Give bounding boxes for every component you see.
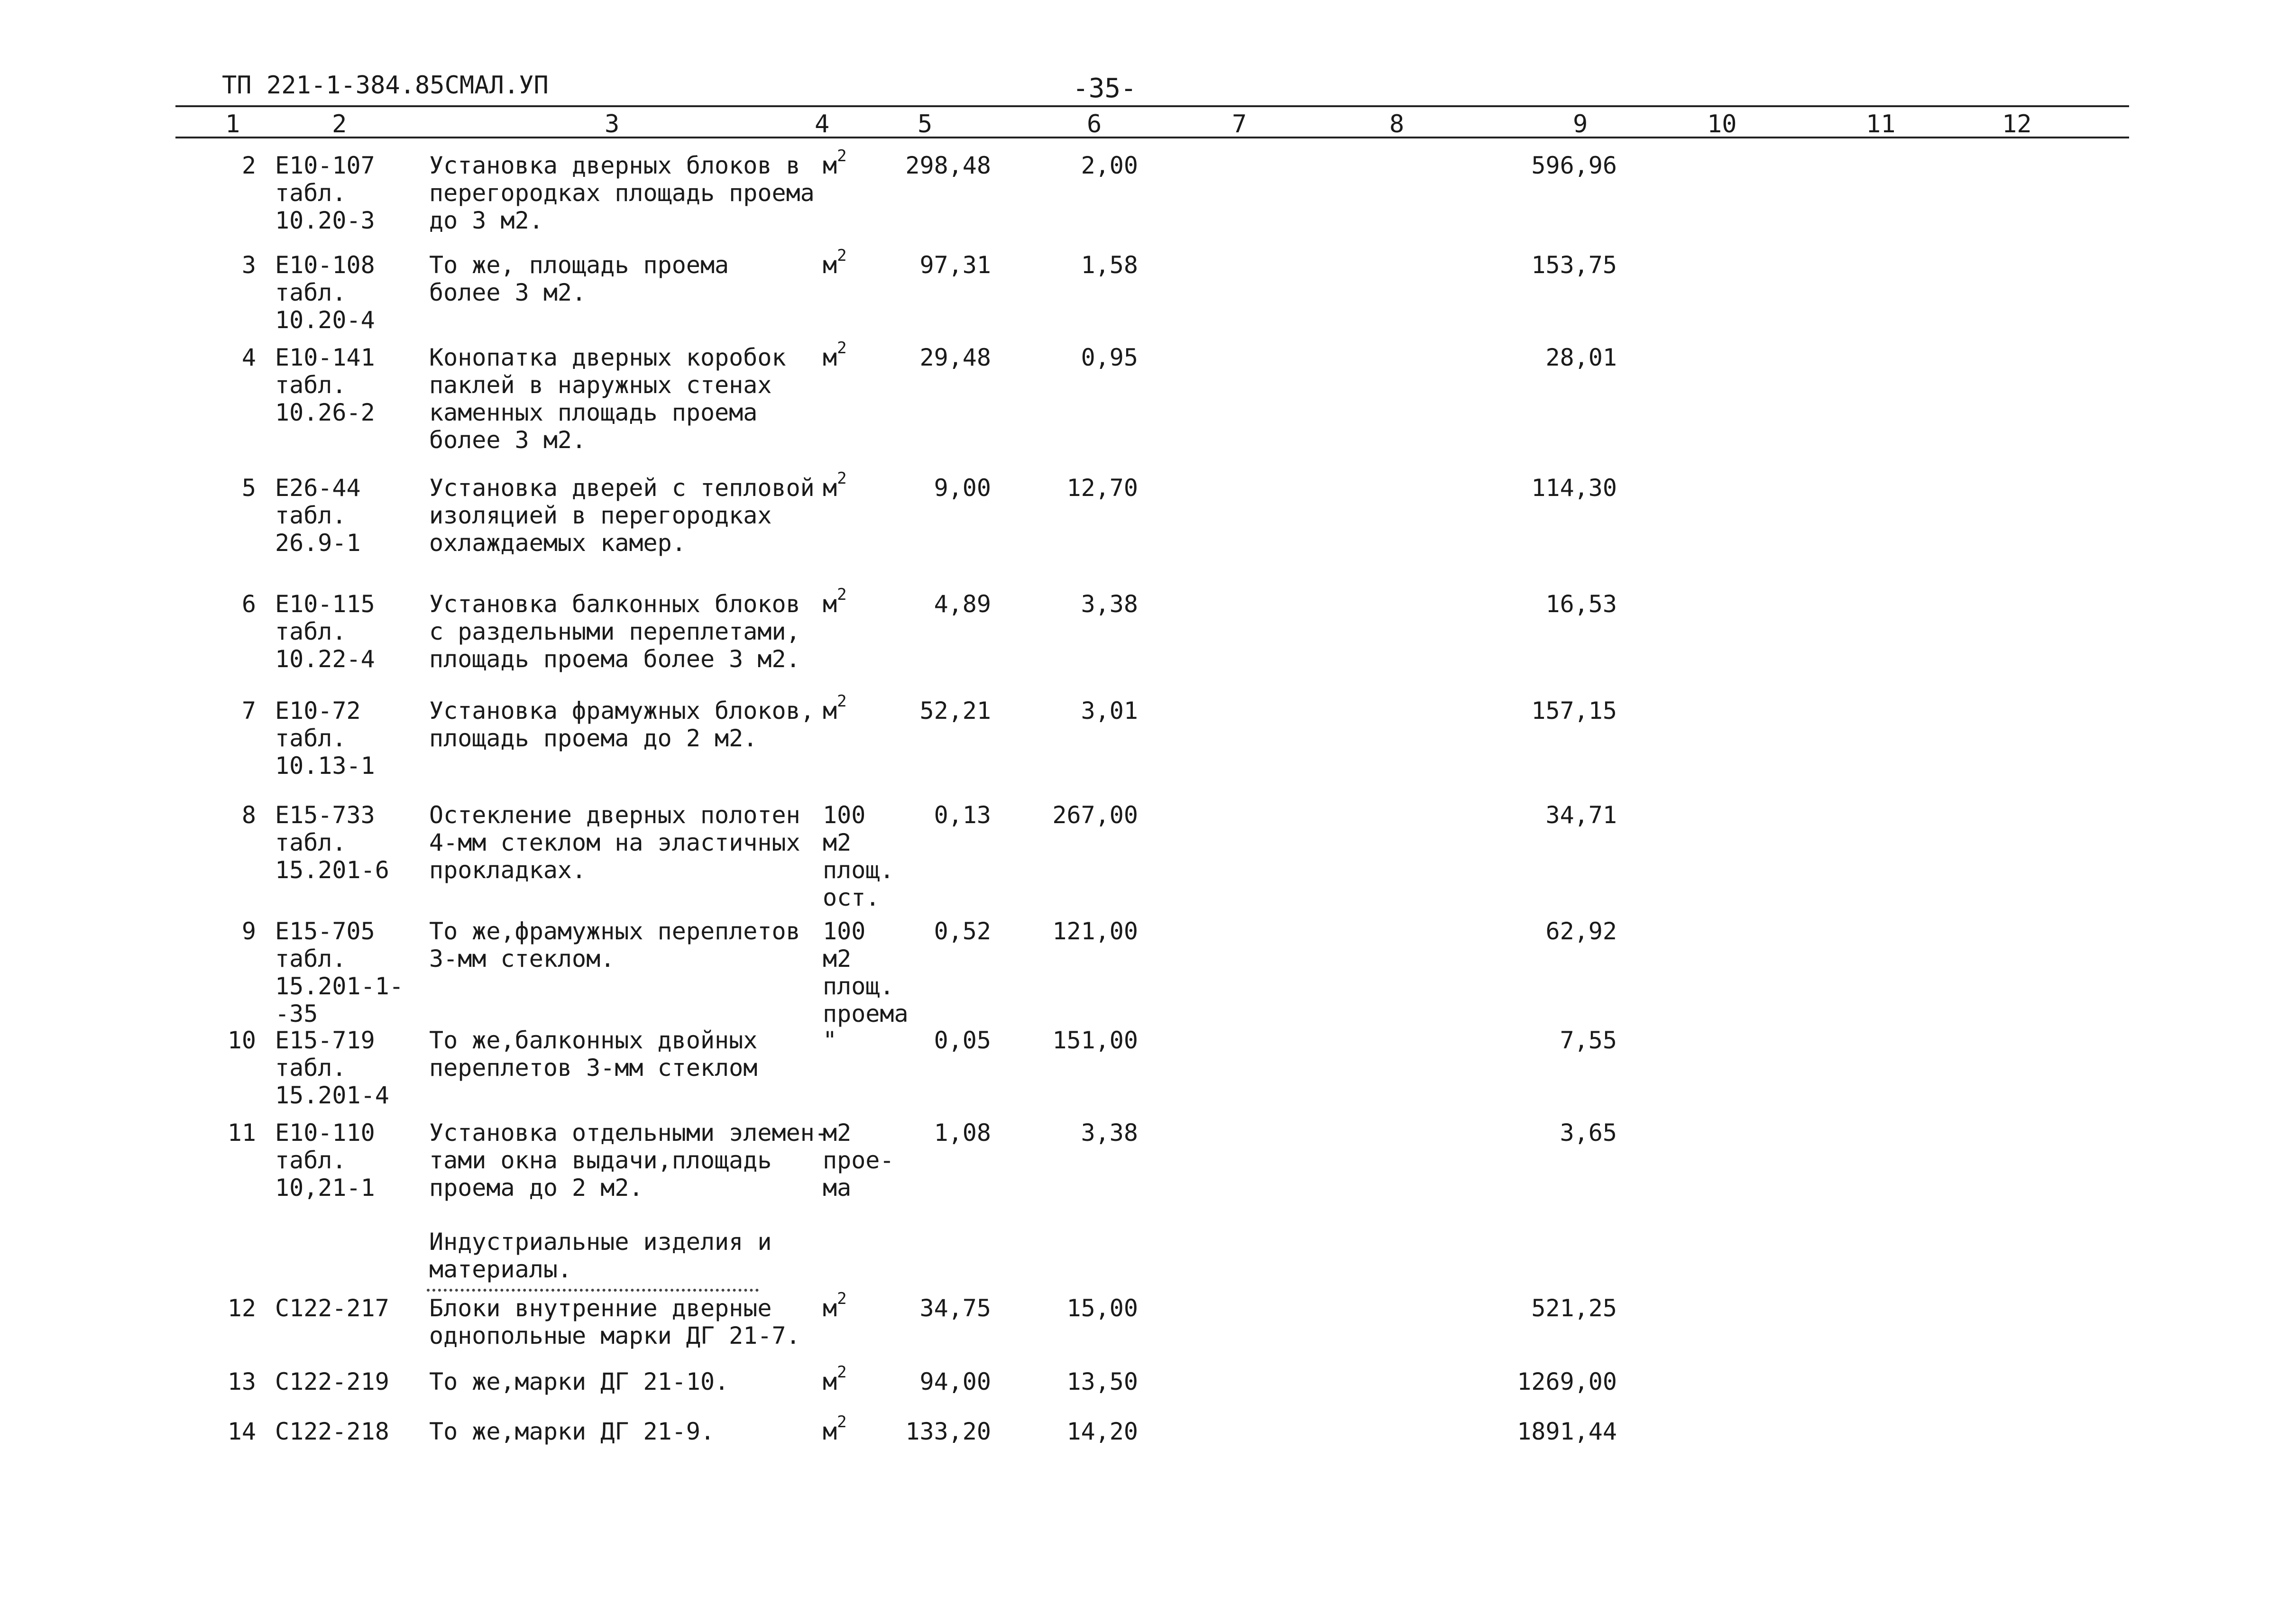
row-code-line: Е26-44 [275,474,361,502]
row-unit-line: $м^2$ [823,246,847,279]
row-number: 4 [241,344,256,371]
row-description-line: Установка отдельными элемен- [429,1119,829,1147]
row-quantity: 4,89 [934,590,991,618]
row-unit [823,246,847,279]
row-unit [823,1363,847,1395]
row-unit-line: площ. [823,856,894,884]
row-description-line: однопольные марки ДГ 21-7. [429,1322,800,1349]
row-code [275,1027,389,1109]
row-description-line: переплетов 3-мм стеклом [429,1054,758,1082]
row-code-line: Е10-115 [275,590,375,618]
row-total: 596,96 [1531,152,1617,179]
column-header-8: 8 [1389,110,1405,138]
row-code [275,590,375,673]
column-header-6: 6 [1087,110,1102,138]
row-code-line: табл. [275,371,347,399]
row-description [429,251,729,306]
column-header-10: 10 [1707,110,1737,138]
row-unit [823,1027,837,1054]
row-unit-line: м2 [823,945,852,973]
unit-superscript: 2 [837,1363,847,1382]
row-unit-price: 12,70 [1066,474,1138,502]
row-code [275,152,375,234]
row-description-line: каменных площадь проема [429,399,758,426]
row-number: 2 [241,152,256,179]
row-number: 7 [241,697,256,725]
row-code-line: Е15-719 [275,1027,375,1054]
section-separator [427,1289,759,1292]
row-unit [823,692,847,725]
row-description-line: с раздельными переплетами, [429,618,800,645]
row-code-line: 10.22-4 [275,645,375,673]
row-description-line: То же,марки ДГ 21-9. [429,1418,715,1445]
row-total: 28,01 [1545,344,1617,371]
row-code-line: табл. [275,1147,347,1174]
row-total: 34,71 [1545,801,1617,829]
row-number: 12 [227,1294,256,1322]
row-description-line: охлаждаемых камер. [429,529,686,557]
row-description [429,1119,829,1202]
row-unit-line: м2 [823,1119,852,1147]
row-quantity: 52,21 [919,697,991,725]
row-number: 8 [241,801,256,829]
row-code-line: 10.20-4 [275,306,375,334]
row-code-line: 15.201-6 [275,856,389,884]
row-number: 6 [241,590,256,618]
row-unit-price: 3,38 [1081,1119,1138,1147]
row-code-line: Е10-107 [275,152,375,179]
row-quantity: 97,31 [919,251,991,279]
row-unit-price: 0,95 [1081,344,1138,371]
row-description [429,344,786,454]
row-code-line: С122-217 [275,1294,389,1322]
row-unit-line: 100 [823,801,866,829]
row-unit-line: площ. [823,973,894,1000]
row-code-line: 10.20-3 [275,207,375,234]
unit-superscript: 2 [837,246,847,265]
row-unit-price: 14,20 [1066,1418,1138,1445]
row-quantity: 94,00 [919,1368,991,1395]
row-code-line: Е10-110 [275,1119,375,1147]
row-unit-price: 267,00 [1052,801,1138,829]
row-description [429,1368,729,1395]
row-unit [823,469,847,502]
row-total: 3,65 [1560,1119,1617,1147]
row-code-line: 15.201-4 [275,1082,389,1109]
row-description-line: Установка дверных блоков в [429,152,800,179]
row-description-line: Остекление дверных полотен [429,801,800,829]
row-code-line: 10.13-1 [275,752,375,780]
row-total: 62,92 [1545,918,1617,945]
row-unit-price: 13,50 [1066,1368,1138,1395]
row-quantity: 298,48 [905,152,991,179]
row-description-line: более 3 м2. [429,279,587,306]
row-description [429,1294,800,1349]
row-unit-price: 3,38 [1081,590,1138,618]
row-quantity: 0,52 [934,918,991,945]
column-header-12: 12 [2002,110,2032,138]
row-unit-price: 15,00 [1066,1294,1138,1322]
header-bottom-rule [175,137,2129,138]
row-quantity: 0,05 [934,1027,991,1054]
row-code-line: табл. [275,1054,347,1082]
row-unit-price: 151,00 [1052,1027,1138,1054]
unit-superscript: 2 [837,469,847,488]
row-description-line: 3-мм стеклом. [429,945,615,973]
row-total: 1269,00 [1517,1368,1617,1395]
row-description [429,918,800,973]
row-unit-price: 3,01 [1081,697,1138,725]
row-description-line: То же,марки ДГ 21-10. [429,1368,729,1395]
row-total: 114,30 [1531,474,1617,502]
row-description [429,1228,771,1283]
row-description [429,697,815,752]
column-header-1: 1 [225,110,240,138]
row-number: 5 [241,474,256,502]
row-unit-price: 2,00 [1081,152,1138,179]
row-code [275,918,404,1028]
row-description-line: площадь проема более 3 м2. [429,645,800,673]
column-header-3: 3 [605,110,620,138]
row-description-line: материалы. [429,1256,572,1283]
row-code-line: 15.201-1- [275,973,404,1000]
column-header-4: 4 [815,110,830,138]
row-quantity: 34,75 [919,1294,991,1322]
row-description-line: Установка балконных блоков [429,590,800,618]
row-unit-line: $м^2$ [823,339,847,371]
row-total: 157,15 [1531,697,1617,725]
unit-superscript: 2 [837,147,847,165]
row-quantity: 29,48 [919,344,991,371]
row-unit-line: $м^2$ [823,469,847,502]
unit-superscript: 2 [837,692,847,711]
row-unit-line: прое- [823,1147,894,1174]
row-unit [823,585,847,618]
row-number: 9 [241,918,256,945]
row-code-line: табл. [275,502,347,529]
row-code [275,474,361,557]
row-description-line: более 3 м2. [429,426,587,454]
row-description-line: перегородках площадь проема [429,179,815,207]
row-description-line: Индустриальные изделия и [429,1228,772,1256]
row-description-line: прокладках. [429,856,587,884]
row-description-line: Установка фрамужных блоков, [429,697,815,725]
row-code [275,1294,389,1322]
row-code [275,344,375,426]
row-description [429,1418,715,1445]
row-code-line: табл. [275,618,347,645]
row-code [275,801,389,884]
page-number: -35- [1073,73,1137,104]
row-description-line: То же, площадь проема [429,251,729,279]
row-code-line: табл. [275,725,347,752]
row-code [275,251,375,334]
row-code-line: 10.26-2 [275,399,375,426]
row-code-line: С122-218 [275,1418,389,1445]
row-quantity: 9,00 [934,474,991,502]
row-code-line: С122-219 [275,1368,389,1395]
row-description-line: То же,балконных двойных [429,1027,758,1054]
row-number: 14 [227,1418,256,1445]
unit-superscript: 2 [837,1413,847,1431]
row-unit-line: " [823,1027,837,1054]
row-code-line: табл. [275,945,347,973]
doc-code: ТП 221-1-384.85СМАЛ.УП [222,71,549,100]
row-description-line: Установка дверей с тепловой [429,474,815,502]
unit-superscript: 2 [837,585,847,604]
row-description [429,152,815,234]
row-unit-line: $м^2$ [823,1413,847,1445]
row-total: 1891,44 [1517,1418,1617,1445]
row-code-line: -35 [275,1000,318,1028]
row-code [275,1368,389,1395]
column-header-5: 5 [918,110,933,138]
row-unit-line: ма [823,1174,852,1202]
row-number: 11 [227,1119,256,1147]
row-total: 7,55 [1560,1027,1617,1054]
row-description-line: Блоки внутренние дверные [429,1294,772,1322]
row-code-line: Е10-141 [275,344,375,371]
column-header-11: 11 [1866,110,1896,138]
row-description-line: площадь проема до 2 м2. [429,725,758,752]
row-quantity: 0,13 [934,801,991,829]
row-code [275,1418,389,1445]
row-total: 16,53 [1545,590,1617,618]
row-code-line: Е15-705 [275,918,375,945]
row-code [275,1119,375,1202]
row-unit-price: 121,00 [1052,918,1138,945]
row-unit-price: 1,58 [1081,251,1138,279]
row-description-line: 4-мм стеклом на эластичных [429,829,800,856]
row-unit-line: проема [823,1000,909,1028]
row-code-line: табл. [275,279,347,306]
row-description-line: тами окна выдачи,площадь [429,1147,772,1174]
header-top-rule [175,105,2129,107]
row-description-line: То же,фрамужных переплетов [429,918,800,945]
row-code-line: Е10-108 [275,251,375,279]
row-unit [823,1413,847,1445]
row-unit-line: м2 [823,829,852,856]
row-number: 13 [227,1368,256,1395]
row-code-line: табл. [275,179,347,207]
row-description [429,590,800,673]
row-unit-line: $м^2$ [823,1289,847,1322]
row-unit-line: ост. [823,884,880,911]
column-header-9: 9 [1573,110,1588,138]
row-code-line: Е15-733 [275,801,375,829]
row-unit-line: $м^2$ [823,585,847,618]
column-header-2: 2 [332,110,347,138]
unit-superscript: 2 [837,339,847,358]
row-description-line: паклей в наружных стенах [429,371,772,399]
row-description [429,1027,757,1082]
row-quantity: 133,20 [905,1418,991,1445]
row-total: 521,25 [1531,1294,1617,1322]
column-header-7: 7 [1232,110,1247,138]
unit-superscript: 2 [837,1289,847,1308]
row-code-line: 26.9-1 [275,529,361,557]
row-total: 153,75 [1531,251,1617,279]
row-unit-line: 100 [823,918,866,945]
row-description-line: проема до 2 м2. [429,1174,643,1202]
row-description [429,474,815,557]
row-code [275,697,375,780]
row-unit [823,339,847,371]
row-unit [823,1289,847,1322]
row-description-line: до 3 м2. [429,207,543,234]
row-unit-line: $м^2$ [823,1363,847,1395]
row-description-line: Конопатка дверных коробок [429,344,786,371]
row-unit [823,147,847,179]
row-description [429,801,800,884]
row-unit-line: $м^2$ [823,147,847,179]
row-unit-line: $м^2$ [823,692,847,725]
row-code-line: 10,21-1 [275,1174,375,1202]
row-description-line: изоляцией в перегородках [429,502,772,529]
row-code-line: Е10-72 [275,697,361,725]
row-number: 10 [227,1027,256,1054]
row-code-line: табл. [275,829,347,856]
row-number: 3 [241,251,256,279]
row-quantity: 1,08 [934,1119,991,1147]
